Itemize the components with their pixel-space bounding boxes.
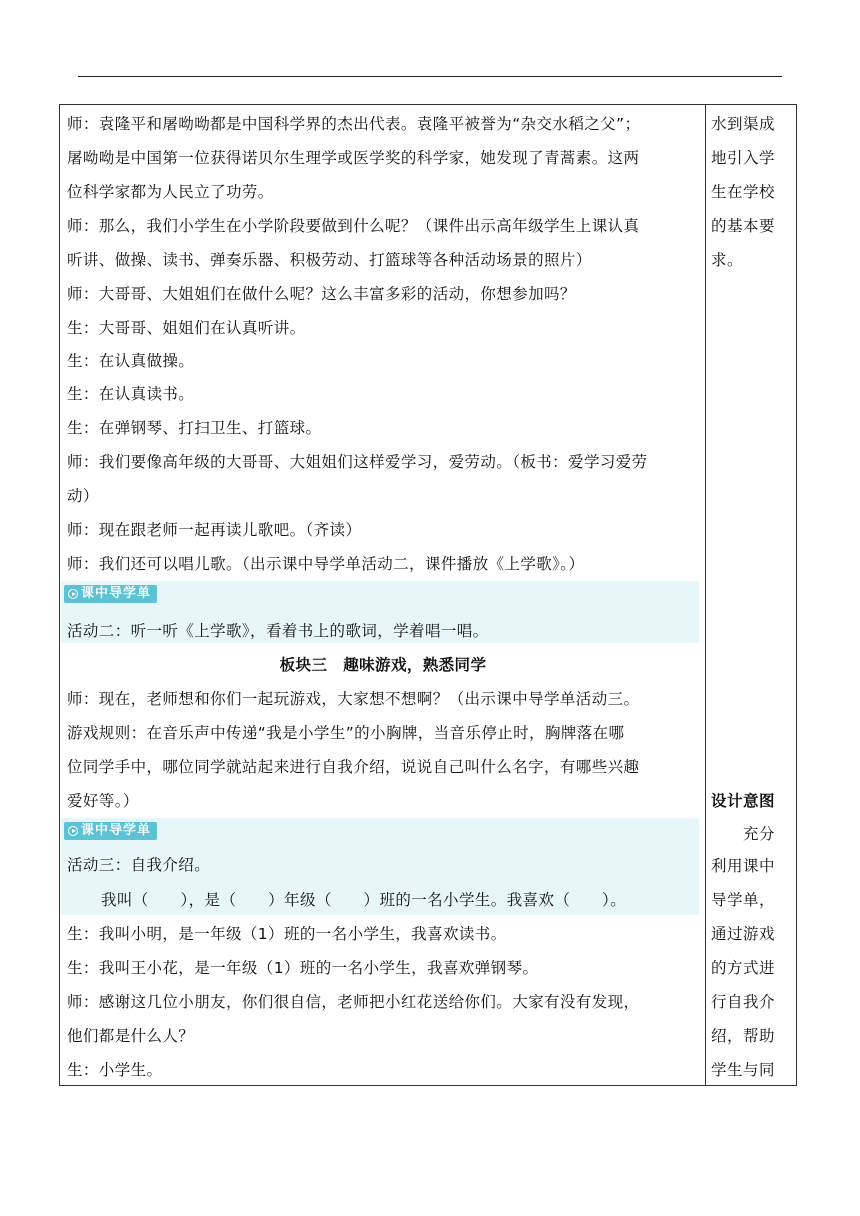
guide-sheet-tag — [64, 585, 157, 603]
text-line: 师：大哥哥、大姐姐们在做什么呢？这么丰富多彩的活动，你想参加吗？ — [67, 285, 576, 303]
side-line: 地引入学 — [711, 149, 776, 167]
text-line: 生：在认真做操。 — [67, 352, 195, 370]
design-intent-heading: 设计意图 — [711, 792, 776, 810]
text-line: 师：袁隆平和屠呦呦都是中国科学界的杰出代表。袁隆平被誉为“杂交水稻之父”； — [67, 115, 641, 133]
lesson-table — [59, 104, 797, 1086]
text-line: 生：我叫小明，是一年级（1）班的一名小学生，我喜欢读书。 — [67, 925, 507, 943]
guide-sheet-label: 课中导学单 — [81, 823, 152, 838]
play-circle-icon — [68, 826, 78, 836]
side-line: 的基本要 — [711, 217, 776, 235]
text-line: 游戏规则：在音乐声中传递“我是小学生”的小胸牌，当音乐停止时，胸牌落在哪 — [67, 724, 625, 742]
play-circle-icon — [68, 589, 78, 599]
side-line: 行自我介 — [711, 993, 776, 1011]
guide-sheet-tag — [64, 822, 157, 840]
text-line: 听讲、做操、读书、弹奏乐器、积极劳动、打篮球等各种活动场景的照片） — [67, 251, 592, 269]
text-line: 他们都是什么人？ — [67, 1027, 195, 1045]
side-line: 学生与同 — [711, 1061, 776, 1079]
text-line: 师：感谢这几位小朋友，你们很自信，老师把小红花送给你们。大家有没有发现， — [67, 993, 640, 1011]
text-line: 生：在认真读书。 — [67, 385, 195, 403]
side-line: 求。 — [711, 251, 744, 269]
text-line: 师：那么，我们小学生在小学阶段要做到什么呢？（课件出示高年级学生上课认真 — [67, 217, 640, 235]
section-title: 板块三 趣味游戏，熟悉同学 — [279, 656, 487, 674]
text-line: 生：小学生。 — [67, 1061, 163, 1079]
text-line: 动） — [67, 487, 99, 505]
column-divider — [705, 105, 706, 1085]
text-line: 师：我们要像高年级的大哥哥、大姐姐们这样爱学习，爱劳动。（板书：爱学习爱劳 — [67, 453, 648, 471]
text-line: 师：现在，老师想和你们一起玩游戏，大家想不想啊？（出示课中导学单活动三。 — [67, 690, 640, 708]
side-line: 绍，帮助 — [711, 1027, 776, 1045]
text-line: 活动二：听一听《上学歌》，看着书上的歌词，学着唱一唱。 — [67, 622, 489, 640]
side-line: 充分 — [743, 825, 776, 843]
text-line: 爱好等。） — [67, 792, 139, 810]
side-line: 导学单， — [711, 891, 776, 909]
side-line: 利用课中 — [711, 857, 776, 875]
text-line: 位科学家都为人民立了功劳。 — [67, 183, 274, 201]
side-line: 水到渠成 — [711, 115, 776, 133]
text-line: 生：大哥哥、姐姐们在认真听讲。 — [67, 319, 306, 337]
text-line: 生：在弹钢琴、打扫卫生、打篮球。 — [67, 419, 322, 437]
text-line: 活动三：自我介绍。 — [67, 856, 211, 874]
side-line: 的方式进 — [711, 959, 776, 977]
header-rule — [78, 76, 782, 77]
side-line: 通过游戏 — [711, 925, 776, 943]
text-line: 师：我们还可以唱儿歌。（出示课中导学单活动二，课件播放《上学歌》。） — [67, 555, 585, 573]
text-line: 位同学手中，哪位同学就站起来进行自我介绍，说说自己叫什么名字，有哪些兴趣 — [67, 758, 640, 776]
text-line: 师：现在跟老师一起再读儿歌吧。（齐读） — [67, 521, 362, 539]
side-line: 生在学校 — [711, 183, 776, 201]
guide-sheet-label: 课中导学单 — [81, 586, 152, 601]
text-line: 生：我叫王小花，是一年级（1）班的一名小学生，我喜欢弹钢琴。 — [67, 959, 539, 977]
fill-in-template: 我叫（ ），是（ ）年级（ ）班的一名小学生。我喜欢（ ）。 — [101, 891, 627, 909]
text-line: 屠呦呦是中国第一位获得诺贝尔生理学或医学奖的科学家，她发现了青蒿素。这两 — [67, 149, 640, 167]
